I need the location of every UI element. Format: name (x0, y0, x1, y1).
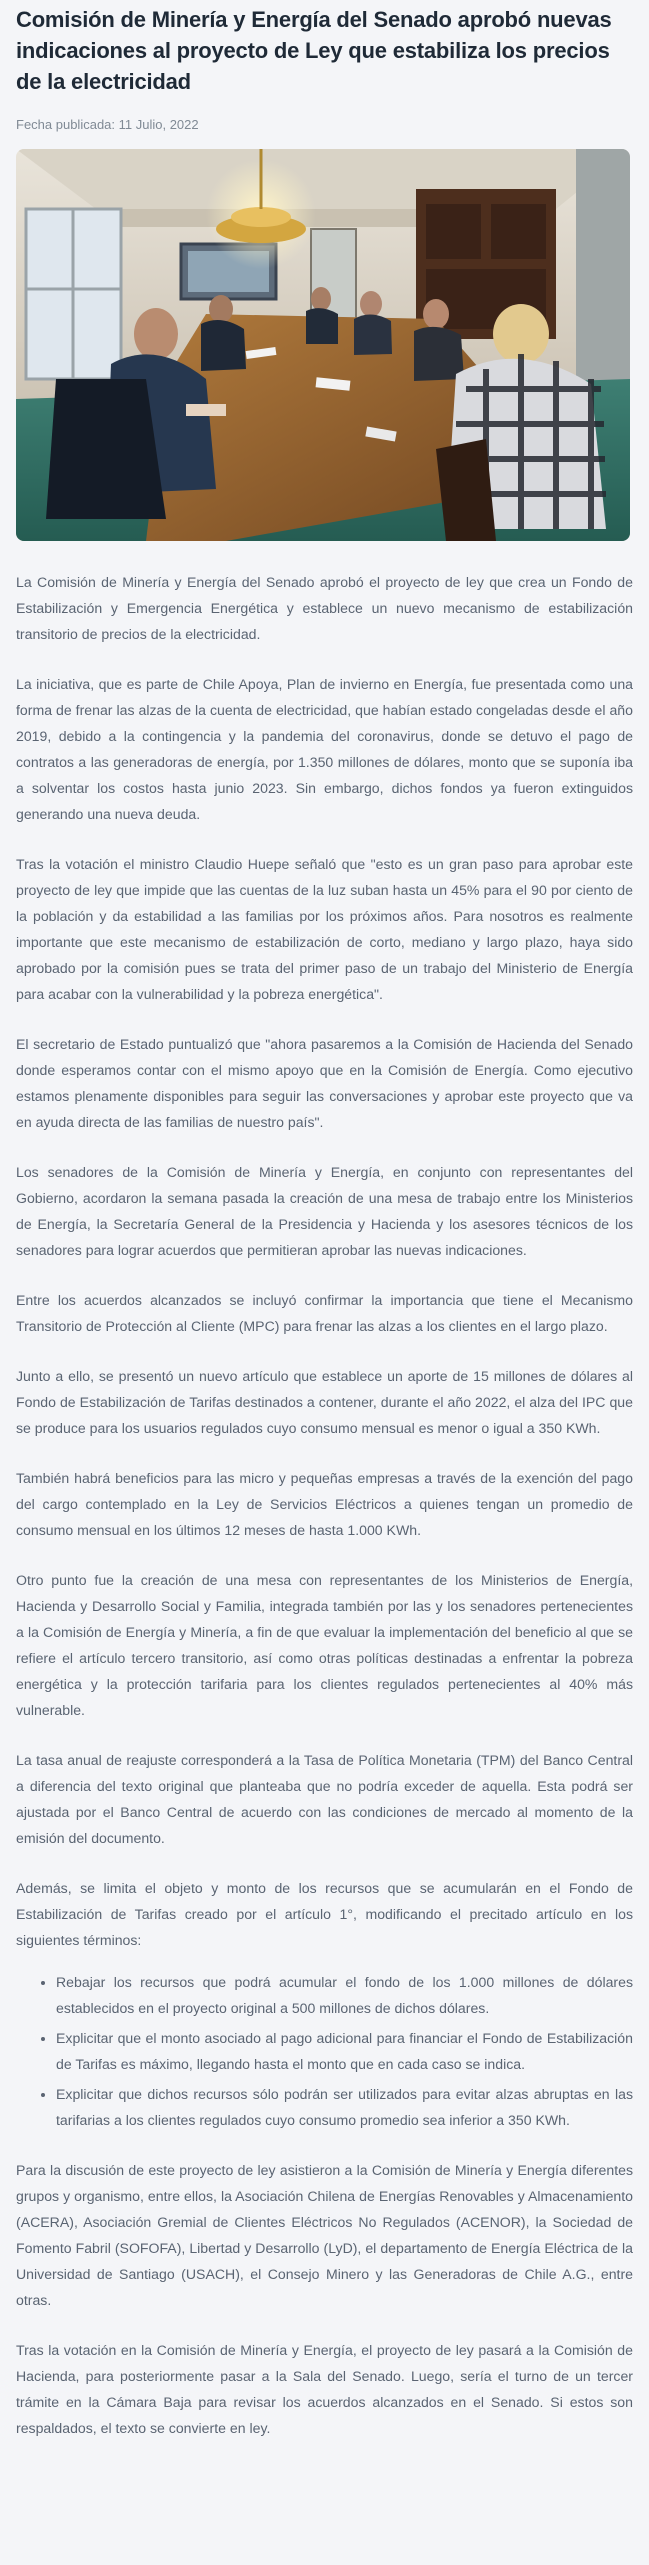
paragraph: El secretario de Estado puntualizó que "ahora pasaremos a la Comisión de Hacienda del Senado donde esperamos contar con el mismo apoyo que en la Comisión de Energía. Como ejecutivo estamos plenamente disponibles para seguir las conversaciones y aprobar este proyecto que va en ayuda directa de las familias de nuestro país". (16, 1036, 633, 1130)
list-item: • Explicitar que el monto asociado al pago adicional para financiar el Fondo de Estabilización de Tarifas es máximo, llegando hasta el monto que en cada caso se indica. (56, 2025, 633, 2077)
paragraph: Los senadores de la Comisión de Minería y Energía, en conjunto con representantes del Gobierno, acordaron la semana pasada la creación de una mesa de trabajo entre los Ministerios de Energía, la Secretaría General de la Presidencia y Hacienda y los asesores técnicos de los senadores para lograr acuerdos que permitieran aprobar las nuevas indicaciones. (16, 1164, 633, 1258)
paragraph: La tasa anual de reajuste corresponderá a la Tasa de Política Monetaria (TPM) del Banco Central a diferencia del texto original que planteaba que no podría exceder de aquella. Esta podrá ser ajustada por el Banco Central de acuerdo con las condiciones de mercado al momento de la emisión del documento. (16, 1752, 633, 1846)
article-title: Comisión de Minería y Energía del Senado aprobó nuevas indicaciones al proyecto de Ley que estabiliza los precios de la electricidad (16, 7, 612, 94)
paragraph: La iniciativa, que es parte de Chile Apoya, Plan de invierno en Energía, fue presentada como una forma de frenar las alzas de la cuenta de electricidad, que habían estado congeladas desde el año 2019, debido a la contingencia y la pandemia del coronavirus, donde se detuvo el pago de contratos a las generadoras de energía, por 1.350 millones de dólares, monto que se suponía iba a solventar los costos hasta junio 2023. Sin embargo, dichos fondos ya fueron extinguidos generando una nueva deuda. (16, 676, 633, 822)
paragraph: Tras la votación el ministro Claudio Huepe señaló que "esto es un gran paso para aprobar este proyecto de ley que impide que las cuentas de la luz suban hasta un 45% para el 90 por ciento de la población y da estabilidad a las familias por los próximos años. Para nosotros es realmente importante que este mecanismo de estabilización de corto, mediano y largo plazo, haya sido aprobado por la comisión pues se trata del primer paso de un trabajo del Ministerio de Energía para acabar con la vulnerabilidad y la pobreza energética". (16, 856, 633, 1002)
publish-date: Fecha publicada: 11 Julio, 2022 (16, 117, 199, 132)
paragraph: Otro punto fue la creación de una mesa con representantes de los Ministerios de Energía, Hacienda y Desarrollo Social y Familia, integrada también por las y los senadores pertenecientes a la Comisión de Energía y Minería, a fin de que evaluar la implementación del beneficio al que se refiere el artículo tercero transitorio, así como otras políticas destinadas a enfrentar la pobreza energética y la protección tarifaria para los clientes regulados pertenecientes al 40% más vulnerable. (16, 1572, 633, 1718)
paragraph: Junto a ello, se presentó un nuevo artículo que establece un aporte de 15 millones de dólares al Fondo de Estabilización de Tarifas destinados a contener, durante el año 2022, el alza del IPC que se produce para los usuarios regulados cuyo consumo mensual es menor o igual a 350 KWh. (16, 1368, 633, 1436)
list-item: • Rebajar los recursos que podrá acumular el fondo de los 1.000 millones de dólares establecidos en el proyecto original a 500 millones de dichos dólares. (56, 1969, 633, 2021)
paragraph: Tras la votación en la Comisión de Minería y Energía, el proyecto de ley pasará a la Comisión de Hacienda, para posteriormente pasar a la Sala del Senado. Luego, sería el turno de un tercer trámite en la Cámara Baja para revisar los acuerdos alcanzados en el Senado. Si estos son respaldados, el texto se convierte en ley. (16, 2342, 633, 2436)
paragraph: La Comisión de Minería y Energía del Senado aprobó el proyecto de ley que crea un Fondo de Estabilización y Emergencia Energética y establece un nuevo mecanismo de estabilización transitorio de precios de la electricidad. (16, 574, 633, 642)
article-photo (16, 149, 630, 541)
paragraph: También habrá beneficios para las micro y pequeñas empresas a través de la exención del pago del cargo contemplado en la Ley de Servicios Eléctricos a quienes tengan un promedio de consumo mensual en los últimos 12 meses de hasta 1.000 KWh. (16, 1470, 633, 1538)
paragraph: Además, se limita el objeto y monto de los recursos que se acumularán en el Fondo de Estabilización de Tarifas creado por el artículo 1°, modificando el precitado artículo en los siguientes términos: (16, 1880, 633, 1948)
article-body (16, 569, 633, 2441)
paragraph: Entre los acuerdos alcanzados se incluyó confirmar la importancia que tiene el Mecanismo Transitorio de Protección al Cliente (MPC) para frenar las alzas a los clientes en el largo plazo. (16, 1292, 633, 1334)
list-item: • Explicitar que dichos recursos sólo podrán ser utilizados para evitar alzas abruptas en las tarifarias a los clientes regulados cuyo consumo promedio sea inferior a 350 KWh. (56, 2081, 633, 2133)
terms-list (56, 1969, 633, 2133)
paragraph: Para la discusión de este proyecto de ley asistieron a la Comisión de Minería y Energía diferentes grupos y organismo, entre ellos, la Asociación Chilena de Energías Renovables y Almacenamiento (ACERA), Asociación Gremial de Clientes Eléctricos No Regulados (ACENOR), la Sociedad de Fomento Fabril (SOFOFA), Libertad y Desarrollo (LyD), el departamento de Energía Eléctrica de la Universidad de Santiago (USACH), el Consejo Minero y las Generadoras de Chile A.G., entre otras. (16, 2162, 633, 2308)
senate-meeting-photo-icon (16, 149, 630, 541)
